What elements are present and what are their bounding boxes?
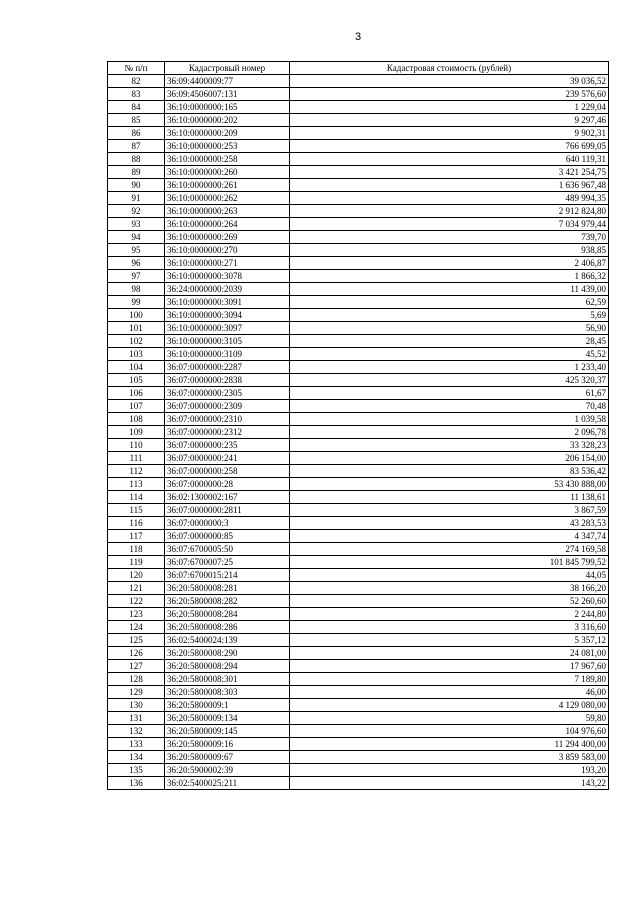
row-number-cell: 90 (108, 179, 165, 192)
table-row (108, 439, 609, 452)
table-row (108, 673, 609, 686)
row-number-cell: 97 (108, 270, 165, 283)
table-row (108, 335, 609, 348)
cadastral-number-cell: 36:20:5800008:284 (165, 608, 290, 621)
cadastral-number-cell: 36:10:0000000:260 (165, 166, 290, 179)
table-row (108, 192, 609, 205)
cadastral-value-cell: 3 867,59 (290, 504, 609, 517)
table-row (108, 595, 609, 608)
row-number-cell: 105 (108, 374, 165, 387)
cadastral-value-cell: 43 283,53 (290, 517, 609, 530)
row-number-cell: 104 (108, 361, 165, 374)
cadastral-number-cell: 36:02:5400025:211 (165, 777, 290, 790)
row-number-cell: 82 (108, 75, 165, 88)
cadastral-value-cell: 28,45 (290, 335, 609, 348)
table-row (108, 569, 609, 582)
cadastral-value-cell: 489 994,35 (290, 192, 609, 205)
cadastral-value-cell: 11 439,00 (290, 283, 609, 296)
row-number-cell: 117 (108, 530, 165, 543)
row-number-cell: 135 (108, 764, 165, 777)
cadastral-value-cell: 938,85 (290, 244, 609, 257)
row-number-cell: 119 (108, 556, 165, 569)
cadastral-number-cell: 36:10:0000000:253 (165, 140, 290, 153)
cadastral-number-cell: 36:07:0000000:235 (165, 439, 290, 452)
cadastral-number-cell: 36:10:0000000:261 (165, 179, 290, 192)
cadastral-number-cell: 36:20:5800008:281 (165, 582, 290, 595)
cadastral-number-cell: 36:07:0000000:2312 (165, 426, 290, 439)
cadastral-value-cell: 101 845 799,52 (290, 556, 609, 569)
cadastral-value-cell: 2 244,80 (290, 608, 609, 621)
table-row (108, 608, 609, 621)
table-row (108, 647, 609, 660)
cadastral-value-cell: 24 081,00 (290, 647, 609, 660)
cadastral-number-cell: 36:20:5800008:290 (165, 647, 290, 660)
cadastral-number-cell: 36:10:0000000:3109 (165, 348, 290, 361)
cadastral-number-cell: 36:20:5800009:1 (165, 699, 290, 712)
cadastral-value-cell: 11 294 400,00 (290, 738, 609, 751)
table-row (108, 738, 609, 751)
row-number-cell: 108 (108, 413, 165, 426)
row-number-cell: 86 (108, 127, 165, 140)
cadastral-number-cell: 36:20:5800008:301 (165, 673, 290, 686)
row-number-cell: 96 (108, 257, 165, 270)
cadastral-value-cell: 206 154,00 (290, 452, 609, 465)
table-row (108, 374, 609, 387)
cadastral-number-cell: 36:10:0000000:262 (165, 192, 290, 205)
table-row (108, 88, 609, 101)
cadastral-value-cell: 3 316,60 (290, 621, 609, 634)
table-row (108, 205, 609, 218)
cadastral-number-cell: 36:07:6700007:25 (165, 556, 290, 569)
row-number-cell: 113 (108, 478, 165, 491)
cadastral-value-cell: 239 576,60 (290, 88, 609, 101)
table-row (108, 257, 609, 270)
header-row-number: № п/п (108, 62, 165, 75)
table-row (108, 426, 609, 439)
table-row (108, 244, 609, 257)
row-number-cell: 89 (108, 166, 165, 179)
row-number-cell: 110 (108, 439, 165, 452)
cadastral-number-cell: 36:07:0000000:2305 (165, 387, 290, 400)
cadastral-value-cell: 53 430 888,00 (290, 478, 609, 491)
cadastral-value-cell: 5 357,12 (290, 634, 609, 647)
cadastral-value-cell: 104 976,60 (290, 725, 609, 738)
cadastral-number-cell: 36:10:0000000:3105 (165, 335, 290, 348)
cadastral-value-cell: 1 229,04 (290, 101, 609, 114)
row-number-cell: 134 (108, 751, 165, 764)
table-row (108, 751, 609, 764)
cadastral-number-cell: 36:07:0000000:3 (165, 517, 290, 530)
row-number-cell: 132 (108, 725, 165, 738)
cadastral-number-cell: 36:07:0000000:2838 (165, 374, 290, 387)
cadastral-number-cell: 36:07:0000000:241 (165, 452, 290, 465)
cadastral-value-cell: 17 967,60 (290, 660, 609, 673)
cadastral-number-cell: 36:24:0000000:2039 (165, 283, 290, 296)
table-row (108, 400, 609, 413)
cadastral-value-cell: 274 169,58 (290, 543, 609, 556)
cadastral-number-cell: 36:10:0000000:264 (165, 218, 290, 231)
cadastral-value-cell: 1 039,58 (290, 413, 609, 426)
row-number-cell: 116 (108, 517, 165, 530)
cadastre-table (107, 61, 609, 790)
row-number-cell: 115 (108, 504, 165, 517)
table-row (108, 517, 609, 530)
row-number-cell: 101 (108, 322, 165, 335)
row-number-cell: 112 (108, 465, 165, 478)
cadastral-number-cell: 36:07:0000000:2309 (165, 400, 290, 413)
cadastral-number-cell: 36:10:0000000:209 (165, 127, 290, 140)
table-row (108, 114, 609, 127)
row-number-cell: 124 (108, 621, 165, 634)
row-number-cell: 91 (108, 192, 165, 205)
table-row (108, 387, 609, 400)
cadastral-value-cell: 70,48 (290, 400, 609, 413)
cadastral-value-cell: 2 406,87 (290, 257, 609, 270)
cadastral-number-cell: 36:02:1300002:167 (165, 491, 290, 504)
cadastral-value-cell: 38 166,20 (290, 582, 609, 595)
row-number-cell: 114 (108, 491, 165, 504)
row-number-cell: 106 (108, 387, 165, 400)
table-row (108, 270, 609, 283)
cadastral-number-cell: 36:20:5800009:145 (165, 725, 290, 738)
cadastral-number-cell: 36:07:6700015:214 (165, 569, 290, 582)
cadastral-number-cell: 36:20:5800009:67 (165, 751, 290, 764)
cadastral-number-cell: 36:07:0000000:258 (165, 465, 290, 478)
cadastral-value-cell: 2 912 824,80 (290, 205, 609, 218)
table-row (108, 322, 609, 335)
table-row (108, 712, 609, 725)
cadastral-number-cell: 36:20:5800009:16 (165, 738, 290, 751)
table-row (108, 153, 609, 166)
table-row (108, 348, 609, 361)
cadastral-value-cell: 143,22 (290, 777, 609, 790)
table-row (108, 166, 609, 179)
row-number-cell: 109 (108, 426, 165, 439)
table-header-row (108, 62, 609, 75)
table-row (108, 556, 609, 569)
table-row (108, 634, 609, 647)
cadastral-value-cell: 739,70 (290, 231, 609, 244)
table-row (108, 582, 609, 595)
cadastral-number-cell: 36:09:4506007:131 (165, 88, 290, 101)
table-row (108, 543, 609, 556)
cadastral-value-cell: 56,90 (290, 322, 609, 335)
row-number-cell: 94 (108, 231, 165, 244)
cadastral-number-cell: 36:07:0000000:2310 (165, 413, 290, 426)
cadastral-value-cell: 9 902,31 (290, 127, 609, 140)
row-number-cell: 128 (108, 673, 165, 686)
row-number-cell: 103 (108, 348, 165, 361)
cadastral-number-cell: 36:10:0000000:270 (165, 244, 290, 257)
row-number-cell: 102 (108, 335, 165, 348)
table-row (108, 283, 609, 296)
table-row (108, 140, 609, 153)
table-row (108, 309, 609, 322)
cadastral-value-cell: 3 421 254,75 (290, 166, 609, 179)
table-row (108, 725, 609, 738)
cadastral-number-cell: 36:10:0000000:3094 (165, 309, 290, 322)
table-body (108, 75, 609, 790)
table-row (108, 127, 609, 140)
row-number-cell: 121 (108, 582, 165, 595)
cadastral-value-cell: 4 347,74 (290, 530, 609, 543)
table-row (108, 231, 609, 244)
cadastral-number-cell: 36:10:0000000:258 (165, 153, 290, 166)
row-number-cell: 123 (108, 608, 165, 621)
cadastral-number-cell: 36:20:5800008:282 (165, 595, 290, 608)
table-row (108, 179, 609, 192)
cadastral-value-cell: 1 636 967,48 (290, 179, 609, 192)
row-number-cell: 122 (108, 595, 165, 608)
cadastral-value-cell: 7 034 979,44 (290, 218, 609, 231)
cadastral-value-cell: 9 297,46 (290, 114, 609, 127)
cadastral-number-cell: 36:10:0000000:269 (165, 231, 290, 244)
cadastral-value-cell: 33 328,23 (290, 439, 609, 452)
cadastral-value-cell: 766 699,05 (290, 140, 609, 153)
cadastral-value-cell: 45,52 (290, 348, 609, 361)
cadastral-number-cell: 36:07:0000000:28 (165, 478, 290, 491)
table-row (108, 361, 609, 374)
cadastral-value-cell: 640 119,31 (290, 153, 609, 166)
cadastral-value-cell: 1 866,32 (290, 270, 609, 283)
cadastral-value-cell: 44,05 (290, 569, 609, 582)
row-number-cell: 93 (108, 218, 165, 231)
table-row (108, 465, 609, 478)
cadastral-value-cell: 2 096,78 (290, 426, 609, 439)
table-row (108, 218, 609, 231)
cadastral-number-cell: 36:07:6700005:50 (165, 543, 290, 556)
row-number-cell: 88 (108, 153, 165, 166)
table-row (108, 413, 609, 426)
cadastral-number-cell: 36:20:5900002:39 (165, 764, 290, 777)
table-row (108, 764, 609, 777)
table-row (108, 530, 609, 543)
cadastral-value-cell: 5,69 (290, 309, 609, 322)
row-number-cell: 131 (108, 712, 165, 725)
row-number-cell: 120 (108, 569, 165, 582)
header-cadastral-value: Кадастровая стоимость (рублей) (290, 62, 609, 75)
row-number-cell: 133 (108, 738, 165, 751)
page-number: 3 (354, 31, 362, 43)
table-row (108, 621, 609, 634)
cadastral-number-cell: 36:10:0000000:165 (165, 101, 290, 114)
cadastral-number-cell: 36:20:5800008:294 (165, 660, 290, 673)
cadastral-number-cell: 36:10:0000000:3091 (165, 296, 290, 309)
table-row (108, 452, 609, 465)
row-number-cell: 84 (108, 101, 165, 114)
row-number-cell: 111 (108, 452, 165, 465)
cadastral-number-cell: 36:07:0000000:85 (165, 530, 290, 543)
cadastral-number-cell: 36:10:0000000:263 (165, 205, 290, 218)
table-row (108, 504, 609, 517)
row-number-cell: 83 (108, 88, 165, 101)
row-number-cell: 92 (108, 205, 165, 218)
cadastral-value-cell: 59,80 (290, 712, 609, 725)
cadastral-number-cell: 36:10:0000000:3078 (165, 270, 290, 283)
table-row (108, 660, 609, 673)
cadastral-number-cell: 36:07:0000000:2287 (165, 361, 290, 374)
cadastral-value-cell: 7 189,80 (290, 673, 609, 686)
cadastral-number-cell: 36:10:0000000:202 (165, 114, 290, 127)
cadastral-number-cell: 36:10:0000000:271 (165, 257, 290, 270)
cadastral-value-cell: 193,20 (290, 764, 609, 777)
header-cadastral-number: Кадастровый номер (165, 62, 290, 75)
row-number-cell: 136 (108, 777, 165, 790)
row-number-cell: 107 (108, 400, 165, 413)
cadastral-value-cell: 425 320,37 (290, 374, 609, 387)
row-number-cell: 99 (108, 296, 165, 309)
table-row (108, 699, 609, 712)
cadastral-value-cell: 11 138,61 (290, 491, 609, 504)
table-row (108, 296, 609, 309)
cadastral-number-cell: 36:07:0000000:2811 (165, 504, 290, 517)
cadastral-value-cell: 61,67 (290, 387, 609, 400)
cadastral-value-cell: 39 036,52 (290, 75, 609, 88)
cadastral-value-cell: 1 233,40 (290, 361, 609, 374)
row-number-cell: 95 (108, 244, 165, 257)
cadastral-value-cell: 3 859 583,00 (290, 751, 609, 764)
row-number-cell: 100 (108, 309, 165, 322)
row-number-cell: 130 (108, 699, 165, 712)
cadastral-value-cell: 62,59 (290, 296, 609, 309)
row-number-cell: 129 (108, 686, 165, 699)
cadastral-number-cell: 36:20:5800008:286 (165, 621, 290, 634)
row-number-cell: 118 (108, 543, 165, 556)
cadastral-number-cell: 36:10:0000000:3097 (165, 322, 290, 335)
cadastral-number-cell: 36:20:5800009:134 (165, 712, 290, 725)
cadastral-number-cell: 36:02:5400024:139 (165, 634, 290, 647)
table-row (108, 686, 609, 699)
table-row (108, 101, 609, 114)
row-number-cell: 87 (108, 140, 165, 153)
table-row (108, 75, 609, 88)
row-number-cell: 126 (108, 647, 165, 660)
table-row (108, 777, 609, 790)
cadastral-number-cell: 36:20:5800008:303 (165, 686, 290, 699)
table-row (108, 478, 609, 491)
cadastral-value-cell: 83 536,42 (290, 465, 609, 478)
cadastral-value-cell: 52 260,60 (290, 595, 609, 608)
cadastral-value-cell: 46,00 (290, 686, 609, 699)
cadastral-number-cell: 36:09:4400009:77 (165, 75, 290, 88)
table-row (108, 491, 609, 504)
row-number-cell: 127 (108, 660, 165, 673)
cadastral-value-cell: 4 129 080,00 (290, 699, 609, 712)
row-number-cell: 98 (108, 283, 165, 296)
row-number-cell: 85 (108, 114, 165, 127)
row-number-cell: 125 (108, 634, 165, 647)
